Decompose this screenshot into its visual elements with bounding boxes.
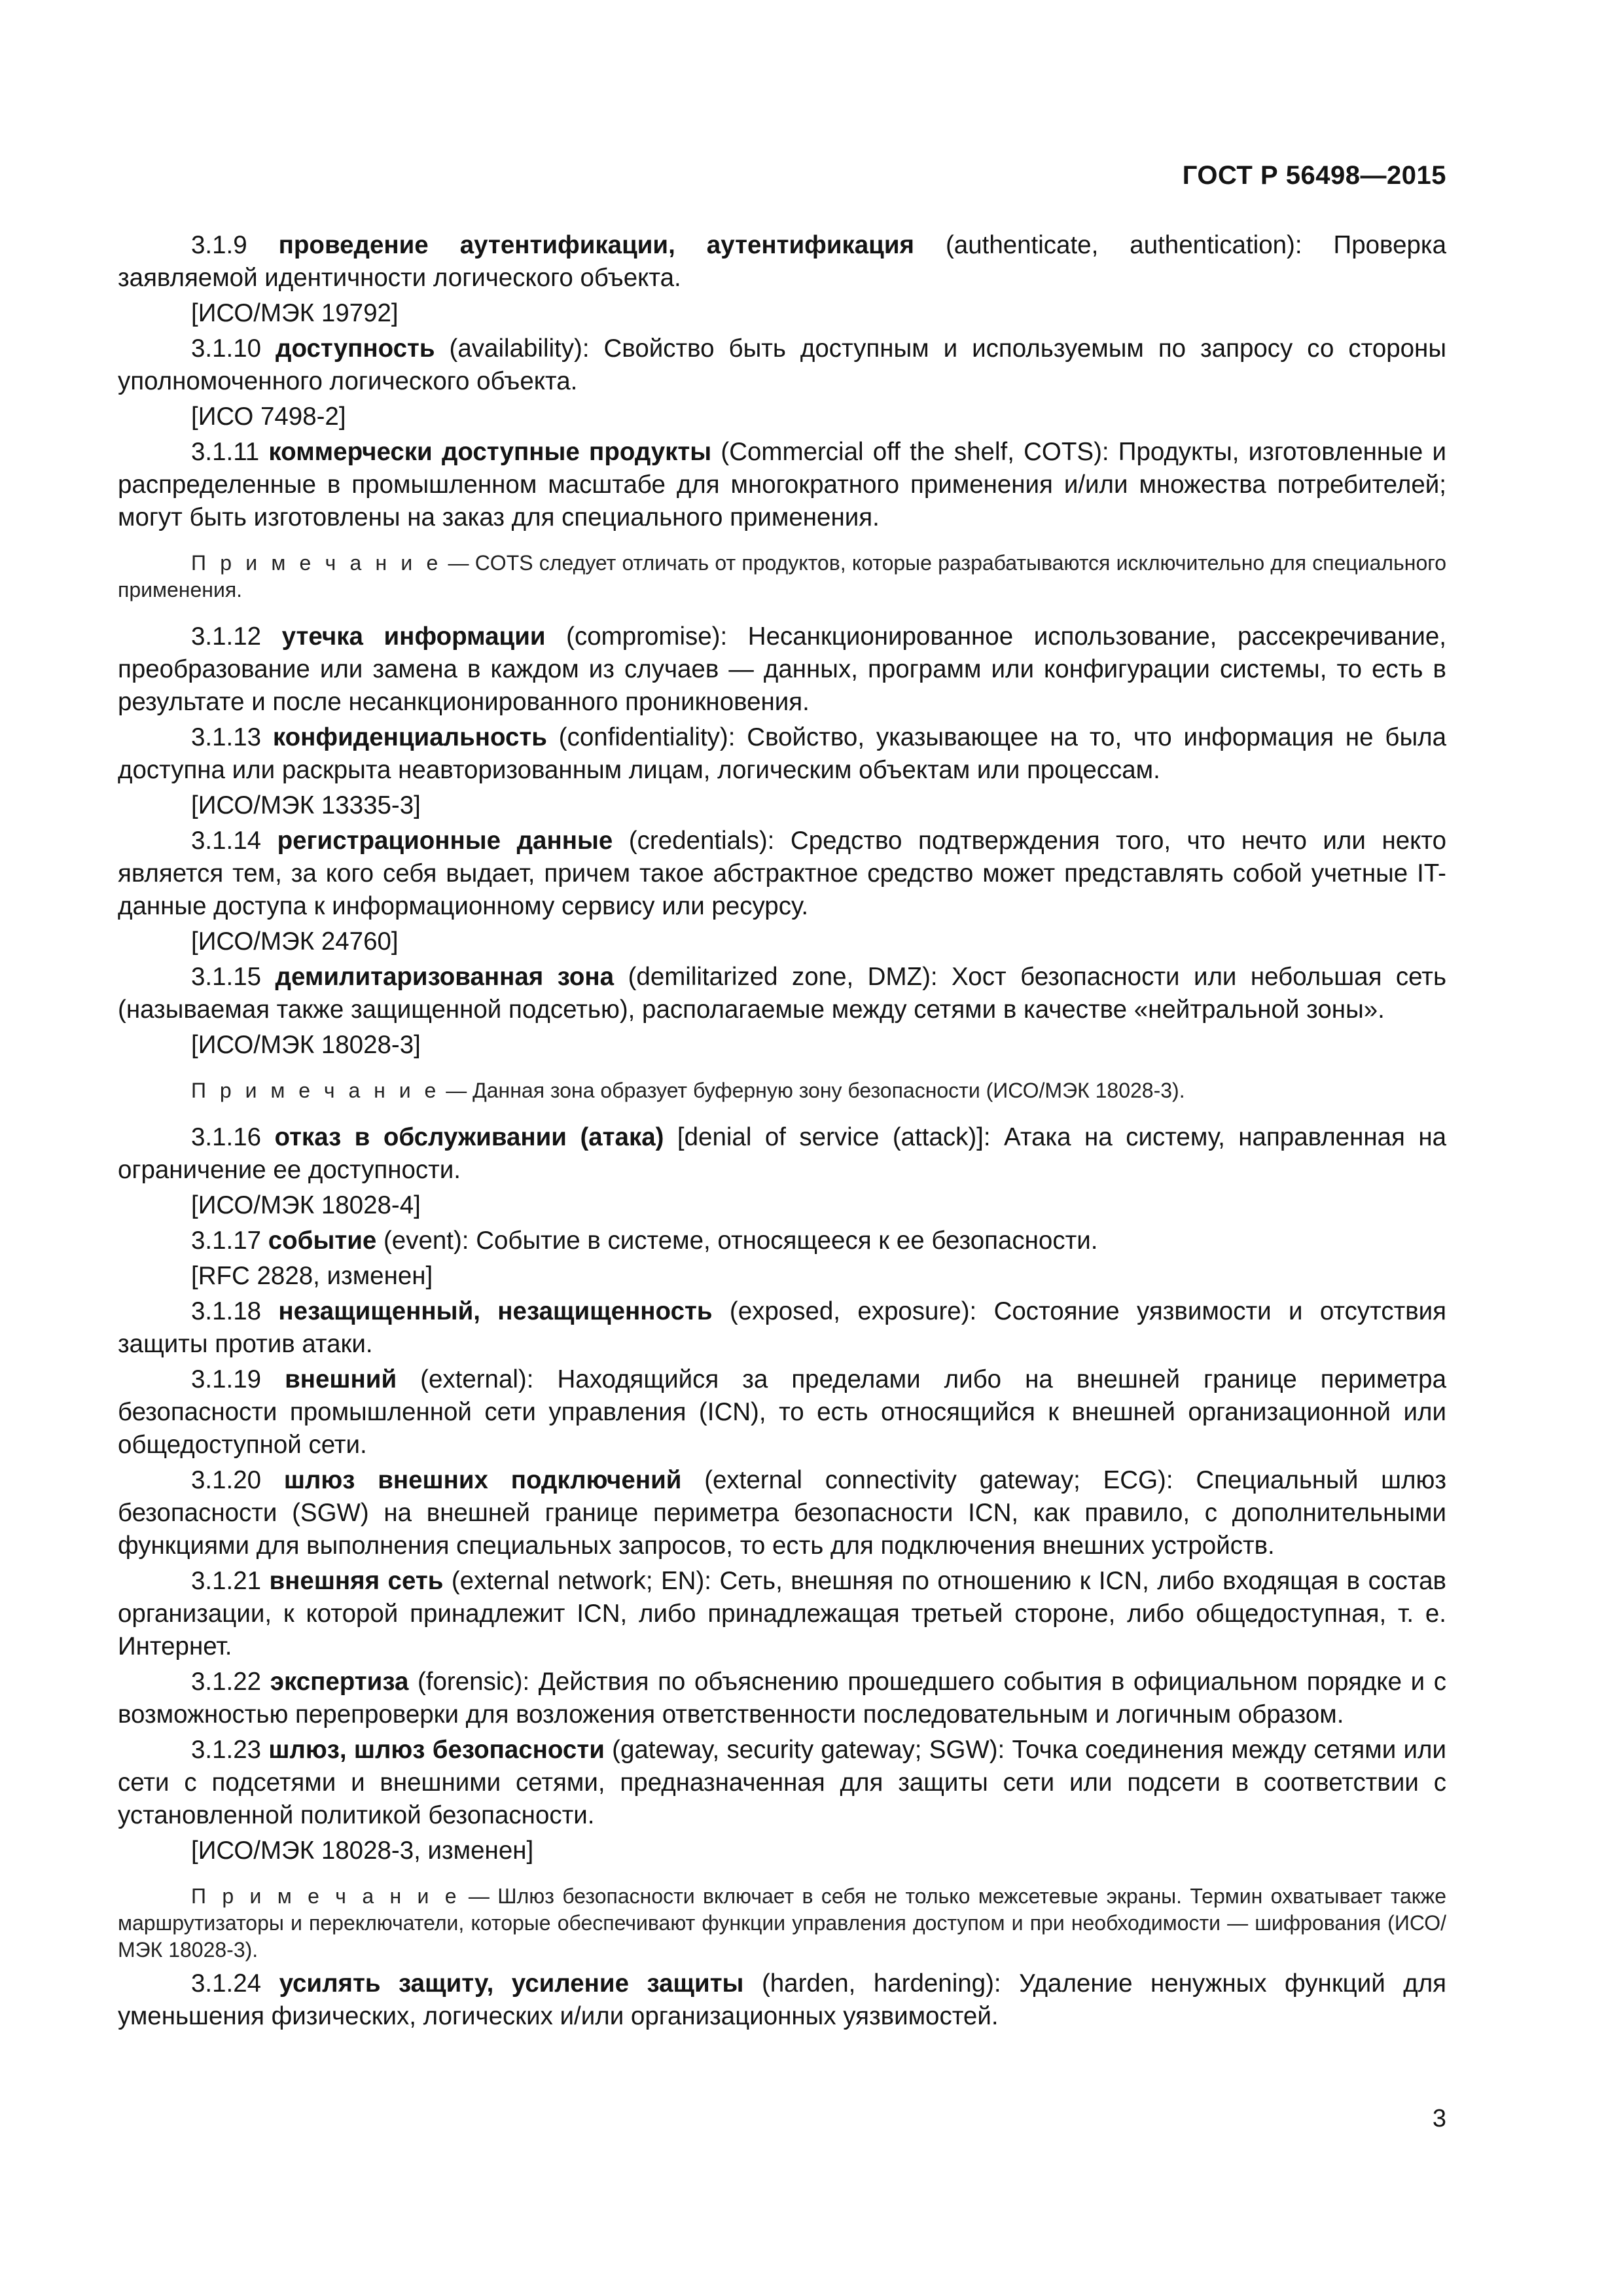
term: незащищенный, незащищенность	[278, 1297, 713, 1325]
term: экспертиза	[270, 1668, 409, 1696]
reference: [ИСО/МЭК 24760]	[191, 927, 399, 956]
note	[118, 1077, 1446, 1104]
reference: [ИСО/МЭК 13335-3]	[191, 791, 421, 819]
definition-3-1-17	[118, 1225, 1446, 1257]
term: шлюз внешних подключений	[283, 1466, 682, 1494]
term-number: 3.1.10	[191, 334, 262, 363]
term-number: 3.1.14	[191, 827, 262, 855]
term-number: 3.1.20	[191, 1466, 262, 1494]
definition-text: [denial of service (attack)]: Атака на систему, направленная на ограничение ее доступности.	[118, 1123, 1446, 1184]
document-header: ГОСТ Р 56498—2015	[1182, 161, 1446, 190]
term: утечка информации	[281, 622, 546, 651]
term: конфиденциальность	[272, 723, 547, 751]
definition-text: (confidentiality): Свойство, указывающее на то, что информация не была доступна или раскрыта неавторизованным лицам, логическим объектам или процессам.	[118, 723, 1446, 784]
term: коммерчески доступные продукты	[268, 438, 712, 466]
definition-3-1-10	[118, 332, 1446, 398]
definition-3-1-20	[118, 1464, 1446, 1562]
term-number: 3.1.19	[191, 1365, 262, 1393]
definition-text: (external network; EN): Сеть, внешняя по отношению к ICN, либо входящая в состав организации, к которой принадлежит ICN, либо принадлежащая третьей стороне, либо общедоступная, т. е. Интернет.	[118, 1567, 1446, 1660]
term-number: 3.1.23	[191, 1736, 262, 1764]
definition-text: (authenticate, authentication): Проверка заявляемой идентичности логического объекта.	[118, 231, 1446, 292]
definition-text: (Commercial off the shelf, COTS): Продукты, изготовленные и распределенные в промышленном масштабе для многократного применения и/или множества потребителей; могут быть изготовлены на заказ для специального применения.	[118, 438, 1446, 531]
term-number: 3.1.9	[191, 231, 247, 259]
reference: [ИСО/МЭК 18028-3]	[191, 1031, 421, 1059]
term: усилять защиту, усиление защиты	[279, 1969, 744, 1998]
term: доступность	[276, 334, 435, 363]
term: регистрационные данные	[277, 827, 613, 855]
note-text: — Данная зона образует буферную зону безопасности (ИСО/МЭК 18028-3).	[440, 1079, 1185, 1102]
note-label: П р и м е ч а н и е	[191, 1079, 440, 1102]
term-number: 3.1.13	[191, 723, 262, 751]
definition-3-1-22	[118, 1666, 1446, 1731]
definition-text: (external): Находящийся за пределами либо на внешней границе периметра безопасности промышленной сети управления (ICN), то есть относящийся к внешней организационной или общедоступной сети.	[118, 1365, 1447, 1459]
definition-3-1-14	[118, 825, 1446, 923]
term: отказ в обслуживании (атака)	[274, 1123, 664, 1151]
page-number: 3	[1432, 2105, 1446, 2132]
note	[118, 550, 1446, 603]
reference: [ИСО 7498-2]	[191, 403, 346, 431]
definition-3-1-11	[118, 436, 1446, 534]
term: внешняя сеть	[269, 1567, 444, 1595]
term: шлюз, шлюз безопасности	[268, 1736, 605, 1764]
term-number: 3.1.17	[191, 1227, 262, 1255]
reference: [ИСО/МЭК 18028-4]	[191, 1191, 421, 1219]
definition-3-1-16	[118, 1121, 1446, 1187]
term-number: 3.1.12	[191, 622, 262, 651]
definition-text: (compromise): Несанкционированное использование, рассекречивание, преобразование или замена в каждом из случаев — данных, программ или конфигурации системы, то есть в результате и после несанкционированного проникновения.	[118, 622, 1446, 716]
term: внешний	[285, 1365, 397, 1393]
definition-3-1-15	[118, 961, 1446, 1026]
definition-3-1-9	[118, 229, 1446, 295]
definition-text: (demilitarized zone, DMZ): Хост безопасности или небольшая сеть (называемая также защищенной подсетью), располагаемые между сетями в качестве «нейтральной зоны».	[118, 963, 1447, 1024]
definition-3-1-23	[118, 1734, 1446, 1832]
reference: [ИСО/МЭК 19792]	[191, 299, 399, 327]
note-text: — Шлюз безопасности включает в себя не только межсетевые экраны. Термин охватывает также маршрутизаторы и переключатели, которые обеспечивают функции управления доступом и при необходимости — шифрования (ИСО/МЭК 18028-3).	[118, 1884, 1447, 1962]
reference: [RFC 2828, изменен]	[191, 1262, 433, 1290]
term: событие	[268, 1227, 377, 1255]
definition-3-1-13	[118, 721, 1446, 787]
definition-3-1-24	[118, 1967, 1446, 2033]
note-text: — COTS следует отличать от продуктов, которые разрабатываются исключительно для специального применения.	[118, 551, 1446, 601]
definition-text: (exposed, exposure): Состояние уязвимости и отсутствия защиты против атаки.	[118, 1297, 1447, 1358]
term: демилитаризованная зона	[275, 963, 615, 991]
term-number: 3.1.24	[191, 1969, 262, 1998]
note	[118, 1883, 1446, 1964]
term-number: 3.1.21	[191, 1567, 262, 1595]
definition-text: (harden, hardening): Удаление ненужных функций для уменьшения физических, логических и/или организационных уязвимостей.	[118, 1969, 1447, 2030]
definition-3-1-12	[118, 620, 1446, 719]
definition-text: (external connectivity gateway; ECG): Специальный шлюз безопасности (SGW) на внешней границе периметра безопасности ICN, как правило, с дополнительными функциями для выполнения специальных запросов, то есть для подключения внешних устройств.	[118, 1466, 1446, 1560]
definition-3-1-19	[118, 1363, 1446, 1462]
note-label: П р и м е ч а н и е	[191, 1884, 461, 1908]
term-number: 3.1.22	[191, 1668, 262, 1696]
term-number: 3.1.16	[191, 1123, 262, 1151]
term-number: 3.1.18	[191, 1297, 262, 1325]
definition-text: (credentials): Средство подтверждения того, что нечто или некто является тем, за кого себя выдает, причем такое абстрактное средство может представлять собой учетные IT-данные доступа к информационному сервису или ресурсу.	[118, 827, 1447, 920]
term-number: 3.1.11	[191, 438, 260, 466]
note-label: П р и м е ч а н и е	[191, 551, 442, 575]
definition-text: (gateway, security gateway; SGW): Точка соединения между сетями или сети с подсетями и внешними сетями, предназначенная для защиты сети или подсети в соответствии с установленной политикой безопасности.	[118, 1736, 1446, 1829]
definition-text: (availability): Свойство быть доступным и используемым по запросу со стороны уполномоченного логического объекта.	[118, 334, 1446, 395]
definition-3-1-18	[118, 1295, 1446, 1361]
term: проведение аутентификации, аутентификация	[278, 231, 914, 259]
definition-3-1-21	[118, 1565, 1446, 1663]
document-body	[118, 229, 1446, 2036]
reference: [ИСО/МЭК 18028-3, изменен]	[191, 1837, 534, 1865]
definition-text: (forensic): Действия по объяснению прошедшего события в официальном порядке и с возможностью перепроверки для возложения ответственности последовательным и логичным образом.	[118, 1668, 1447, 1729]
definition-text: (event): Событие в системе, относящееся к ее безопасности.	[376, 1227, 1098, 1255]
term-number: 3.1.15	[191, 963, 262, 991]
